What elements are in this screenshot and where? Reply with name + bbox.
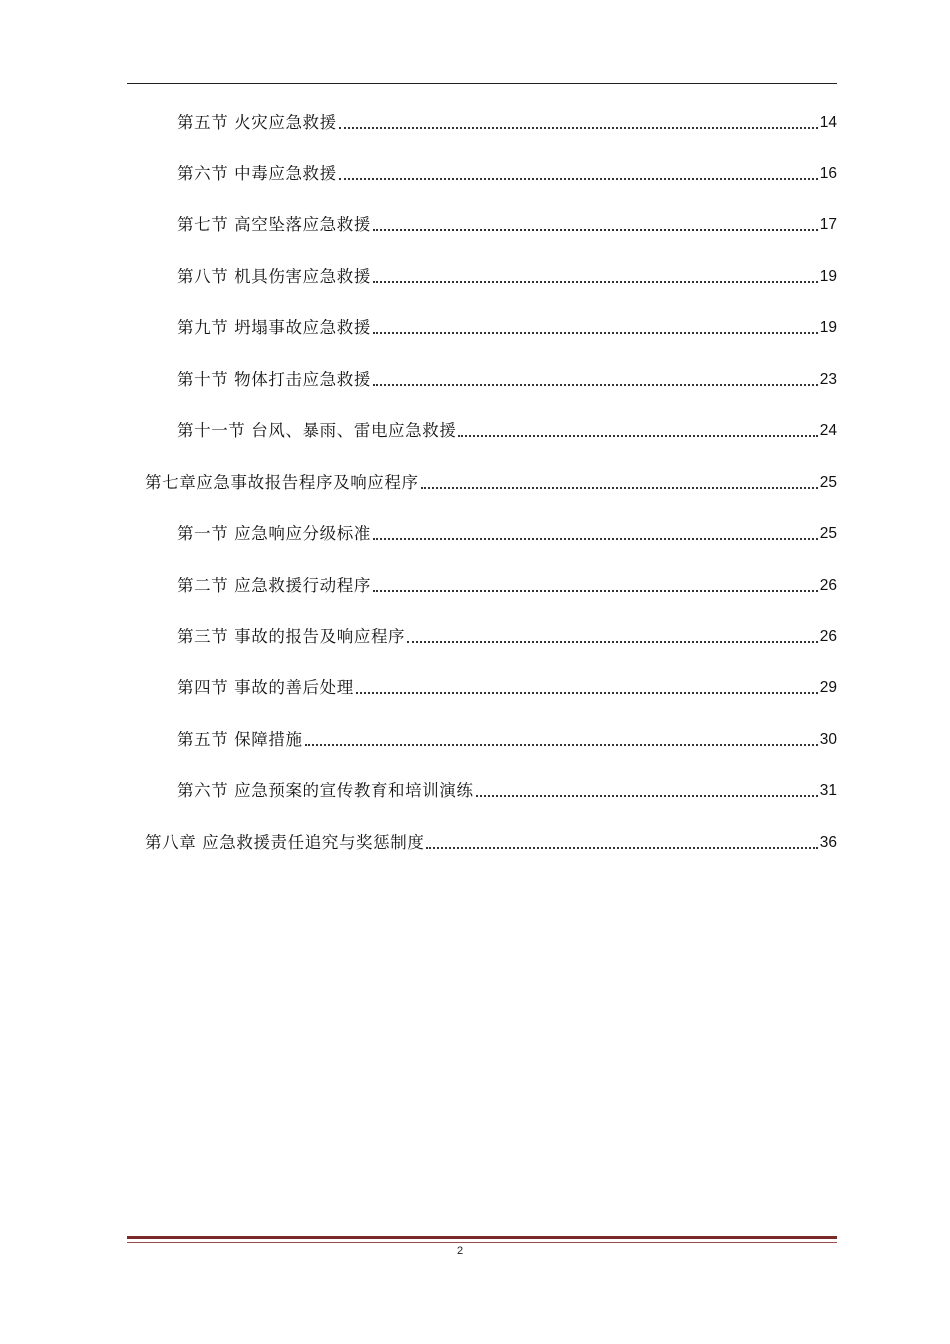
toc-entry-title: 第六节 应急预案的宣传教育和培训演练 <box>177 781 474 800</box>
toc-entry-page: 26 <box>819 577 837 594</box>
toc-dot-leader <box>407 641 818 643</box>
toc-entry[interactable] <box>177 360 837 390</box>
toc-entry-page: 25 <box>819 525 837 542</box>
toc-entry[interactable] <box>177 154 837 184</box>
toc-dot-leader <box>373 538 818 540</box>
toc-dot-leader <box>373 332 818 334</box>
toc-entry[interactable] <box>177 514 837 544</box>
toc-entry-page: 25 <box>819 474 837 491</box>
toc-entry-page: 24 <box>819 422 837 439</box>
toc-entry[interactable] <box>177 103 837 133</box>
toc-entry-title: 第九节 坍塌事故应急救援 <box>177 318 371 337</box>
toc-dot-leader <box>373 590 818 592</box>
toc-entry-page: 19 <box>819 268 837 285</box>
toc-entry-page: 29 <box>819 679 837 696</box>
toc-entry[interactable] <box>177 617 837 647</box>
toc-entry-title: 第三节 事故的报告及响应程序 <box>177 627 406 646</box>
toc-entry-page: 26 <box>819 628 837 645</box>
toc-dot-leader <box>458 435 817 437</box>
toc-dot-leader <box>339 127 818 129</box>
toc-dot-leader <box>426 847 817 849</box>
toc-dot-leader <box>476 795 818 797</box>
toc-entry[interactable] <box>177 668 837 698</box>
toc-entry-title: 第五节 火灾应急救援 <box>177 113 337 132</box>
toc-entry-chapter[interactable] <box>145 463 837 493</box>
toc-entry-page: 17 <box>819 216 837 233</box>
toc-entry-page: 31 <box>819 782 837 799</box>
toc-entry-title: 第二节 应急救援行动程序 <box>177 576 371 595</box>
toc-entry-page: 30 <box>819 731 837 748</box>
toc-entry-title: 第七节 高空坠落应急救援 <box>177 215 371 234</box>
toc-entry[interactable] <box>177 205 837 235</box>
footer-rule-thin <box>127 1242 837 1243</box>
toc-entry-title: 第六节 中毒应急救援 <box>177 164 337 183</box>
page-number: 2 <box>456 1245 464 1257</box>
toc-dot-leader <box>305 744 818 746</box>
toc-entry-title: 第十节 物体打击应急救援 <box>177 370 371 389</box>
toc-entry-page: 36 <box>819 834 837 851</box>
toc-entry-title: 第四节 事故的善后处理 <box>177 678 354 697</box>
toc-entry-title: 第七章应急事故报告程序及响应程序 <box>145 473 419 492</box>
toc-entry-title: 第八章 应急救援责任追究与奖惩制度 <box>145 833 425 852</box>
toc-entry-title: 第十一节 台风、暴雨、雷电应急救援 <box>177 421 457 440</box>
toc-entry[interactable] <box>177 308 837 338</box>
toc-dot-leader <box>356 692 818 694</box>
toc-entry-page: 16 <box>819 165 837 182</box>
toc-entry-title: 第八节 机具伤害应急救援 <box>177 267 371 286</box>
toc-dot-leader <box>373 384 818 386</box>
toc-dot-leader <box>373 281 818 283</box>
toc-dot-leader <box>421 487 818 489</box>
toc-entry-page: 23 <box>819 371 837 388</box>
toc-entry[interactable] <box>177 257 837 287</box>
footer-rule <box>127 1236 837 1239</box>
toc-dot-leader <box>373 229 818 231</box>
toc-entry-title: 第一节 应急响应分级标准 <box>177 524 371 543</box>
toc-dot-leader <box>339 178 818 180</box>
toc-entry-title: 第五节 保障措施 <box>177 730 303 749</box>
header-rule <box>127 83 837 84</box>
toc-entry-page: 19 <box>819 319 837 336</box>
toc-entry[interactable] <box>177 411 837 441</box>
toc-entry[interactable] <box>177 566 837 596</box>
toc-entry[interactable] <box>177 771 837 801</box>
toc-entry-chapter[interactable] <box>145 823 837 853</box>
toc-entry[interactable] <box>177 720 837 750</box>
toc-entry-page: 14 <box>819 114 837 131</box>
